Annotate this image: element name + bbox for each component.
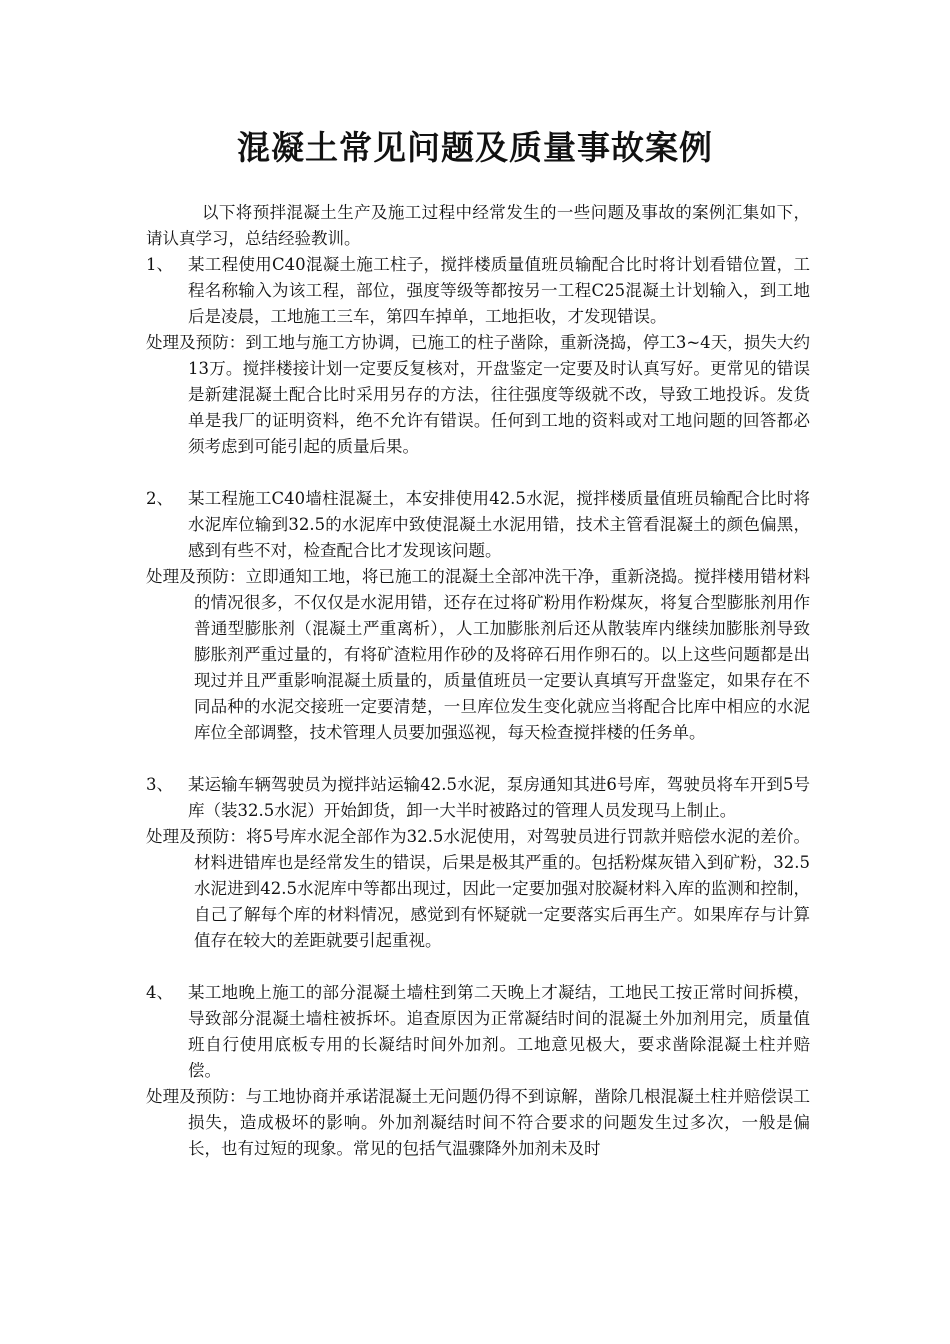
paragraph-spacer: [146, 746, 810, 772]
document-body: [146, 200, 810, 1162]
case-number: 3、: [146, 775, 173, 794]
case-number: 2、: [146, 489, 173, 508]
document-title: 混凝土常见问题及质量事故案例: [237, 128, 713, 167]
case-handling: 处理及预防：将5号库水泥全部作为32.5水泥使用，对驾驶员进行罚款并赔偿水泥的差价。材料进错库也是经常发生的错误，后果是极其严重的。包括粉煤灰错入到矿粉，32.5水泥进到42.5水泥库中等都出现过，因此一定要加强对胶凝材料入库的监测和控制，自己了解每个库的材料情况，感觉到有怀疑就一定要落实后再生产。如果库存与计算值存在较大的差距就要引起重视。: [146, 827, 810, 950]
intro-paragraph: 以下将预拌混凝土生产及施工过程中经常发生的一些问题及事故的案例汇集如下，请认真学习，总结经验教训。: [146, 203, 810, 248]
case-number: 1、: [146, 255, 173, 274]
case-description: 某工地晚上施工的部分混凝土墙柱到第二天晚上才凝结，工地民工按正常时间拆模，导致部分混凝土墙柱被拆坏。追查原因为正常凝结时间的混凝土外加剂用完，质量值班自行使用底板专用的长凝结时间外加剂。工地意见极大，要求凿除混凝土柱并赔偿。: [188, 983, 810, 1080]
case-item: [146, 252, 810, 330]
case-item: [146, 772, 810, 824]
case-item: [146, 486, 810, 564]
paragraph-spacer: [146, 460, 810, 486]
case-handling: 处理及预防：与工地协商并承诺混凝土无问题仍得不到谅解，凿除几根混凝土柱并赔偿误工损失，造成极坏的影响。外加剂凝结时间不符合要求的问题发生过多次，一般是偏长，也有过短的现象。常见的包括气温骤降外加剂未及时: [146, 1087, 810, 1158]
case-description: 某工程施工C40墙柱混凝土，本安排使用42.5水泥，搅拌楼质量值班员输配合比时将水泥库位输到32.5的水泥库中致使混凝土水泥用错，技术主管看混凝土的颜色偏黑，感到有些不对，检查配合比才发现该问题。: [188, 489, 810, 560]
case-description: 某运输车辆驾驶员为搅拌站运输42.5水泥，泵房通知其进6号库，驾驶员将车开到5号库（装32.5水泥）开始卸货，卸一大半时被路过的管理人员发现马上制止。: [188, 775, 810, 820]
paragraph-spacer: [146, 954, 810, 980]
case-number: 4、: [146, 983, 173, 1002]
case-handling: 处理及预防：立即通知工地，将已施工的混凝土全部冲洗干净，重新浇捣。搅拌楼用错材料的情况很多，不仅仅是水泥用错，还存在过将矿粉用作粉煤灰，将复合型膨胀剂用作普通型膨胀剂（混凝土严重离析），人工加膨胀剂后还从散装库内继续加膨胀剂导致膨胀剂严重过量的，有将矿渣粒用作砂的及将碎石用作卵石的。以上这些问题都是出现过并且严重影响混凝土质量的，质量值班员一定要认真填写开盘鉴定，如果存在不同品种的水泥交接班一定要清楚，一旦库位发生变化就应当将配合比库中相应的水泥库位全部调整，技术管理人员要加强巡视，每天检查搅拌楼的任务单。: [146, 567, 810, 742]
case-handling: 处理及预防：到工地与施工方协调，已施工的柱子凿除，重新浇捣，停工3~4天，损失大约13万。搅拌楼接计划一定要反复核对，开盘鉴定一定要及时认真写好。更常见的错误是新建混凝土配合比时采用另存的方法，往往强度等级就不改，导致工地投诉。发货单是我厂的证明资料，绝不允许有错误。任何到工地的资料或对工地问题的回答都必须考虑到可能引起的质量后果。: [146, 333, 810, 456]
case-item: [146, 980, 810, 1084]
case-description: 某工程使用C40混凝土施工柱子，搅拌楼质量值班员输配合比时将计划看错位置，工程名称输入为该工程，部位，强度等级等都按另一工程C25混凝土计划输入，到工地后是凌晨，工地施工三车，第四车掉单，工地拒收，才发现错误。: [188, 255, 810, 326]
